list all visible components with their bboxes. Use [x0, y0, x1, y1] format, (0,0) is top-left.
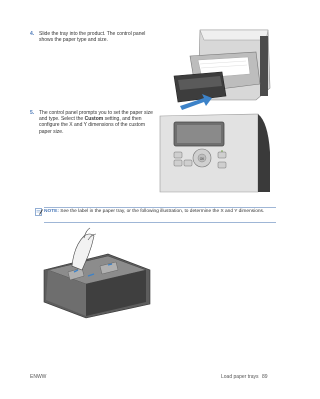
note-text: See the label in the paper tray, or the following illustration, to determine the X and Y dimensions.: [60, 209, 265, 214]
footer-section-title: Load paper trays: [221, 374, 259, 380]
step-number: 5.: [30, 110, 35, 116]
control-panel-illustration: [158, 112, 272, 194]
step-text: Slide the tray into the product. The control panel shows the paper type and size.: [39, 31, 146, 44]
tray-insertion-illustration: [160, 26, 272, 114]
footer-left: ENWW: [30, 374, 47, 380]
note-bottom-rule: [44, 222, 276, 223]
step-text-part: The control panel prompts you to set the paper size and type. Select the: [39, 110, 153, 123]
tray-dimensions-illustration: [38, 226, 156, 320]
note-top-rule: [44, 207, 276, 208]
note-icon: [35, 208, 43, 216]
step-text-part: setting, and then configure the X and Y dimensions of the custom paper size.: [39, 116, 145, 135]
note-box: [44, 209, 272, 215]
note-label: NOTE:: [44, 209, 59, 214]
step-text: [39, 110, 159, 135]
page-number: 89: [262, 374, 268, 380]
step-number: 4.: [30, 31, 35, 37]
ok-label: OK: [199, 157, 205, 161]
custom-setting-label: Custom: [84, 116, 104, 123]
